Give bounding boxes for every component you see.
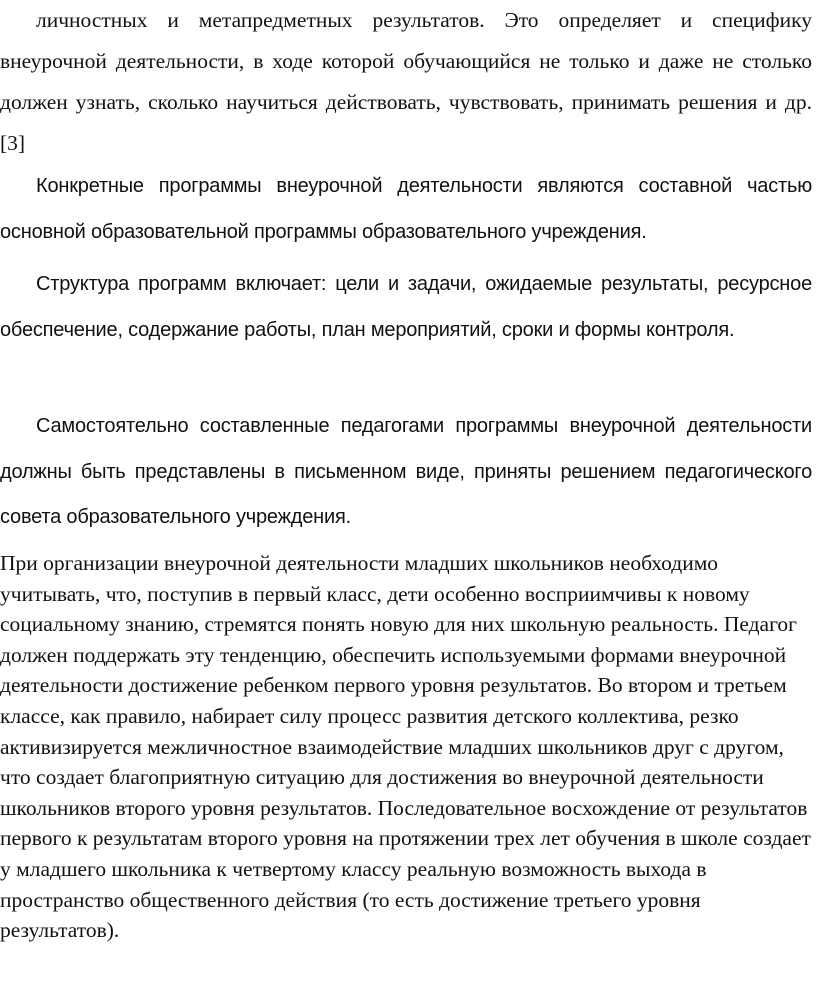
paragraph-primary-school-activities: При организации внеурочной деятельности младших школьников необходимо учитывать, что, поступив в первый класс, дети особенно восприимчивы к новому социальному знанию, стремятся понять новую для них школьную реальность. Педагог должен поддержать эту тенденцию, обеспечить используемыми формами внеурочной деятельности достижение ребенком первого уровня результатов. Во втором и третьем классе, как правило, набирает силу процесс развития детского коллектива, резко активизируется межличностное взаимодействие младших школьников друг с другом, что создает благоприятную ситуацию для достижения во внеурочной деятельности школьников второго уровня результатов. Последовательное восхождение от результатов первого к результатам второго уровня на протяжении трех лет обучения в школе создает у младшего школьника к четвертому классу реальную возможность выхода в пространство общественного действия (то есть достижение третьего уровня результатов).	[0, 551, 811, 943]
paragraph-program-structure: Структура программ включает: цели и задачи, ожидаемые результаты, ресурсное обеспечение, содержание работы, план мероприятий, сроки и формы контроля.	[0, 273, 812, 341]
paragraph-results-specifics: личностных и метапредметных результатов. Это определяет и специфику внеурочной деятельности, в ходе которой обучающийся не только и даже не столько должен узнать, сколько научиться действовать, чувствовать, принимать решения и др. [3]	[0, 8, 812, 155]
paragraph-programs-part: Конкретные программы внеурочной деятельности являются составной частью основной образовательной программы образовательного учреждения.	[0, 175, 812, 243]
paragraph-program-approval: Самостоятельно составленные педагогами программы внеурочной деятельности должны быть представлены в письменном виде, приняты решением педагогического совета образовательного учреждения.	[0, 415, 812, 528]
